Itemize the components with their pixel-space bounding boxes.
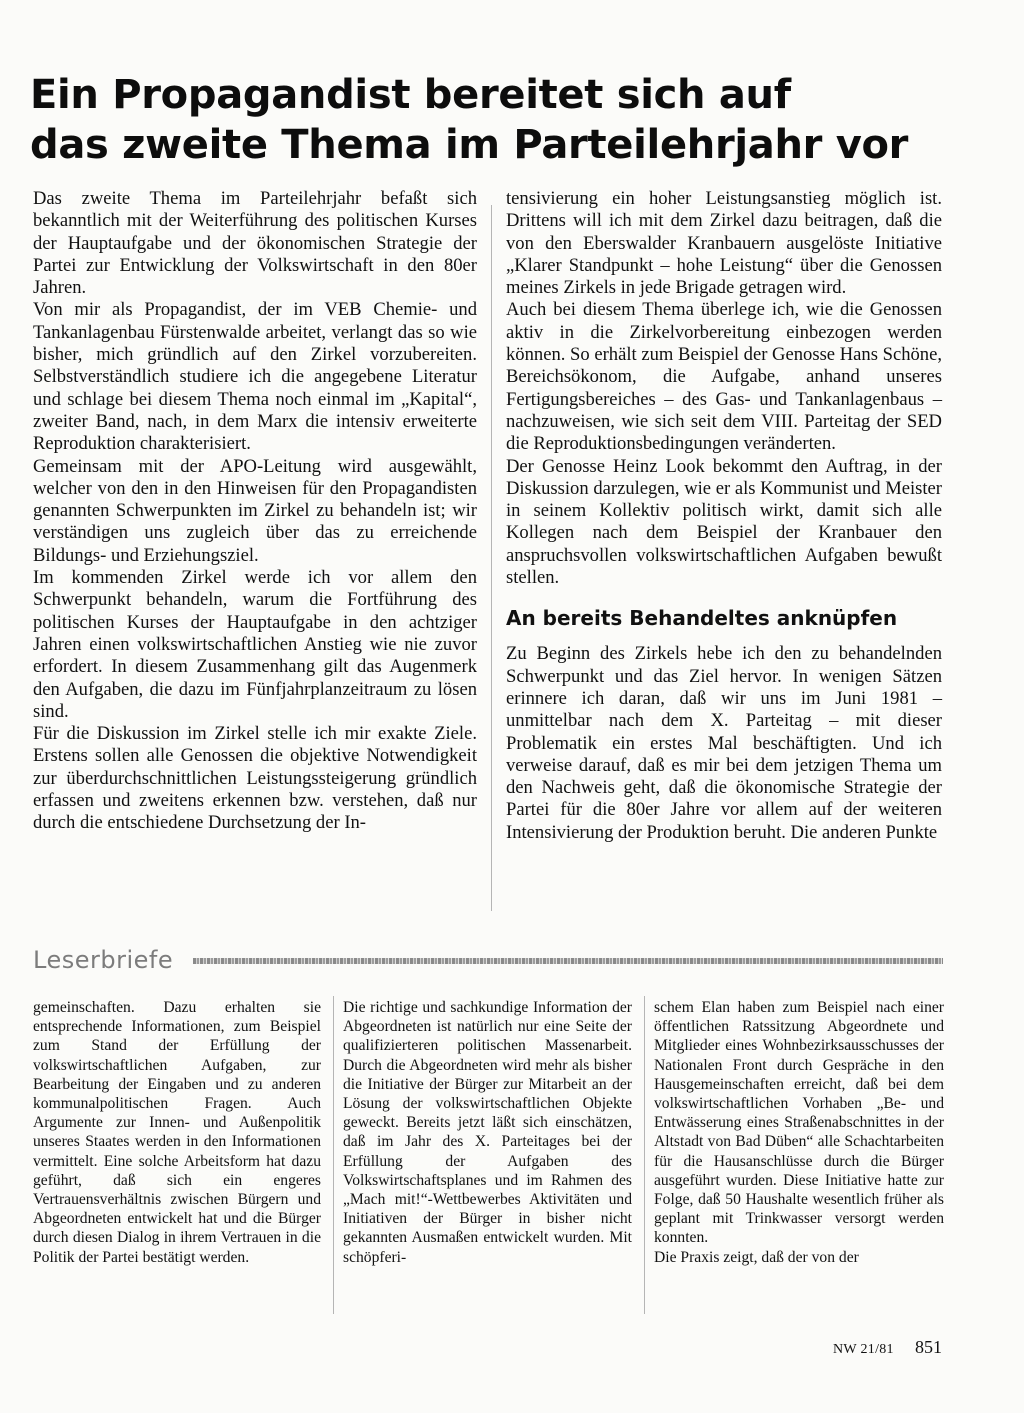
- headline-line-2: das zweite Thema im Parteilehrjahr vor: [30, 122, 909, 168]
- headline-line-1: Ein Propagandist bereitet sich auf: [30, 72, 791, 118]
- article-column-left: [33, 188, 477, 835]
- column-divider: [644, 996, 645, 1314]
- article-paragraph: tensivierung ein hoher Leistungsanstieg möglich ist. Drittens will ich mit dem Zirkel dazu beitragen, daß die von den Eberswalder Kranbauern ausgelöste Initiative „Klarer Standpunkt – hohe Leistung“ über die Genossen meines Zirkels in jede Brigade getragen wird.: [506, 188, 942, 299]
- article-subheading: An bereits Behandeltes anknüpfen: [506, 606, 898, 631]
- article-paragraph: Gemeinsam mit der APO-Leitung wird ausgewählt, welcher von den in den Hinweisen für den Propagandisten genannten Schwerpunkten im Zirkel zu behandeln ist; wir verständigen uns zugleich über das zu erreichende Bildungs- und Erziehungsziel.: [33, 455, 477, 566]
- letter-paragraph: Die richtige und sachkundige Information der Abgeordneten ist natürlich nur eine Seite der qualifizierteren politischen Massenarbeit. Durch die Abgeordneten wird mehr als bisher die Initiative der Bürger zur Mitarbeit an der Lösung der volkswirtschaftlichen Objekte geweckt. Bereits jetzt läßt sich einschätzen, daß im Jahr des X. Parteitages bei der Erfüllung der Aufgaben des Volkswirtschaftsplanes und im Rahmen des „Mach mit!“-Wettbewerbes Aktivitäten und Initiativen der Bürger in bisher nicht gekannten Ausmaßen entwickelt wurden. Mit schöpferi-: [343, 999, 632, 1266]
- article-column-right: [506, 188, 942, 844]
- letter-paragraph: Die Praxis zeigt, daß der von der: [654, 1248, 859, 1266]
- article-paragraph: Auch bei diesem Thema überlege ich, wie die Genossen aktiv in die Zirkelvorbereitung einbezogen werden können. So erhält zum Beispiel der Genosse Hans Schöne, Bereichsökonom, die Aufgabe, anhand unseres Fertigungsbereiches – des Gas- und Tankanlagenbaus – nachzuweisen, wie sich seit dem VIII. Parteitag der SED die Reproduktionsbedingungen veränderten.: [506, 299, 942, 455]
- article-paragraph: Der Genosse Heinz Look bekommt den Auftrag, in der Diskussion darzulegen, wie er als Kommunist und Meister in seinem Kollektiv politisch wirkt, damit sich alle Kollegen nach dem Beispiel der Kranbauer den anspruchsvollen volkswirtschaftlichen Aufgaben bewußt stellen.: [506, 455, 942, 589]
- article-paragraph: Von mir als Propagandist, der im VEB Chemie- und Tankanlagenbau Fürstenwalde arbeitet, verlangt das so wie bisher, mich gründlich auf den Zirkel vorzubereiten. Selbstverständlich studiere ich die angegebene Literatur und schlage bei diesem Thema noch einmal im „Kapital“, zweiter Band, nach, in dem Marx die intensiv erweiterte Reproduktion charakterisiert.: [33, 299, 477, 455]
- article-paragraph: Für die Diskussion im Zirkel stelle ich mir exakte Ziele. Erstens sollen alle Genossen die objektive Notwendigkeit zur überdurchschnittlichen Leistungssteigerung gründlich erfassen und zweitens erkennen bzw. verstehen, daß nur durch die entschiedene Durchsetzung der In-: [33, 723, 477, 834]
- column-divider: [491, 205, 492, 911]
- letters-column-1: [33, 998, 321, 1267]
- letters-column-3: [654, 998, 944, 1267]
- letters-section-header: [33, 945, 943, 979]
- section-header-rule: [193, 958, 943, 964]
- letter-paragraph: schem Elan haben zum Beispiel nach einer öffentlichen Ratssitzung Abgeordnete und Mitglieder eines Wohnbezirksausschusses der Nationalen Front durch Gespräche in den Hausgemeinschaften erreicht, daß bei dem volkswirtschaftlichen Vorhaben „Be- und Entwässerung eines Straßenabschnittes in der Altstadt von Bad Düben“ alle Schachtarbeiten für die Hausanschlüsse durch die Bürger ausgeführt wurden. Diese Initiative hatte zur Folge, daß 50 Haushalte wesentlich früher als geplant mit Trinkwasser versorgt werden konnten.: [654, 999, 944, 1247]
- article-paragraph: Das zweite Thema im Parteilehrjahr befaßt sich bekanntlich mit der Weiterführung des politischen Kurses der Hauptaufgabe und der ökonomischen Strategie der Partei zur Entwicklung der Volkswirtschaft in den 80er Jahren.: [33, 188, 477, 299]
- column-divider: [333, 996, 334, 1314]
- article-paragraph: Im kommenden Zirkel werde ich vor allem den Schwerpunkt behandeln, warum die Fortführung des politischen Kurses der Hauptaufgabe in den achtziger Jahren einen volkswirtschaftlichen Anstieg wie nie zuvor erfordert. In diesem Zusammenhang gilt das Augenmerk den Aufgaben, die dazu im Fünfjahrplanzeitraum zu lösen sind.: [33, 567, 477, 722]
- letter-paragraph: gemeinschaften. Dazu erhalten sie entsprechende Informationen, zum Beispiel zum Stand der Erfüllung der volkswirtschaftlichen Aufgaben, zur Bearbeitung der Eingaben und zu anderen kommunalpolitischen Fragen. Auch Argumente zur Innen- und Außenpolitik unseres Staates werden in den Informationen vermittelt. Eine solche Arbeitsform hat dazu geführt, daß sich ein engeres Vertrauensverhältnis zwischen Bürgern und Abgeordneten entwickelt hat und die Bürger durch diesen Dialog in ihrem Vertrauen in die Politik der Partei bestätigt werden.: [33, 999, 321, 1266]
- page-number: 851: [915, 1337, 942, 1357]
- section-label: Leserbriefe: [33, 946, 174, 974]
- issue-reference: NW 21/81: [833, 1342, 894, 1357]
- article-paragraph: Zu Beginn des Zirkels hebe ich den zu behandelnden Schwerpunkt und das Ziel hervor. In wenigen Sätzen erinnere ich daran, daß wir uns im Juni 1981 – unmittelbar nach dem X. Parteitag – mit dieser Problematik ein erstes Mal beschäftigten. Und ich verweise darauf, daß es mir bei dem jetzigen Thema um den Nachweis geht, daß die ökonomische Strategie der Partei für die 80er Jahre vor allem auf der weiteren Intensivierung der Produktion beruht. Die anderen Punkte: [506, 643, 942, 843]
- letters-column-2: [343, 998, 632, 1267]
- headline: [30, 70, 990, 170]
